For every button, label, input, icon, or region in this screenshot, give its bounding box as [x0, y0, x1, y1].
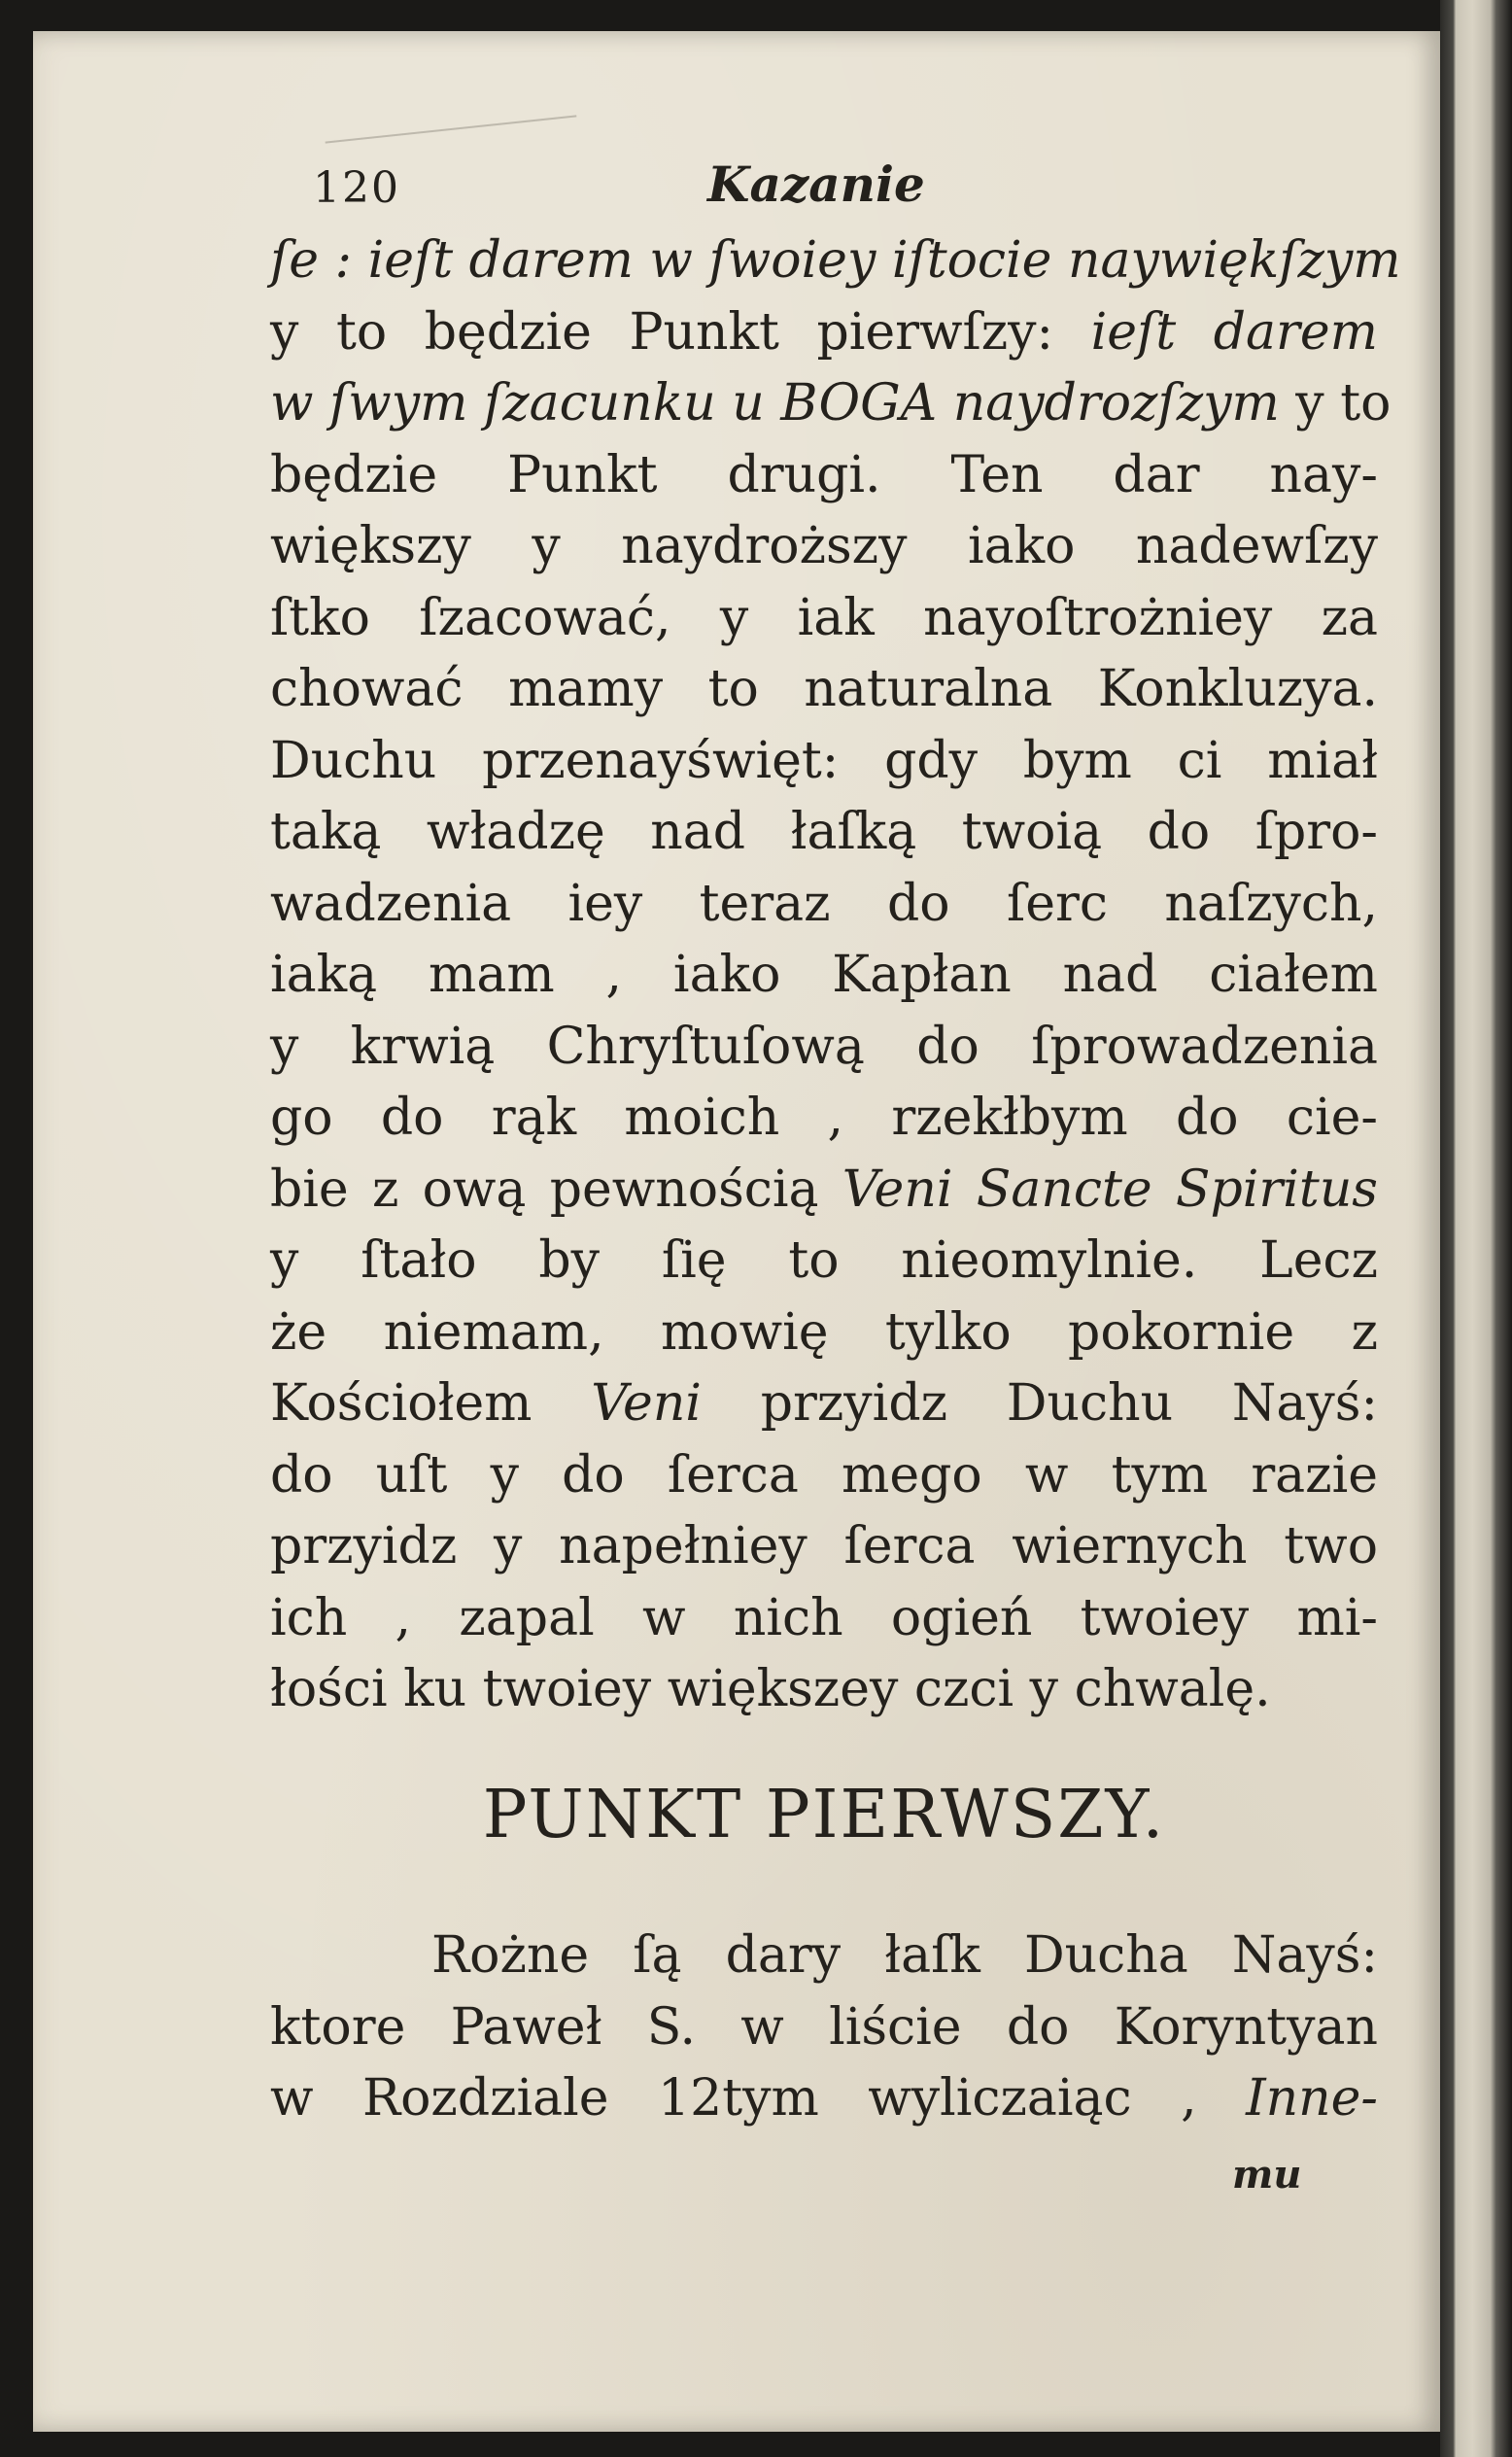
- text-line: [270, 511, 1378, 583]
- paper-fold-mark: [326, 115, 577, 143]
- text-line: [270, 726, 1378, 798]
- text-line: [270, 297, 1378, 369]
- text-run: do uſt y do ſerca mego w tym razie: [270, 1445, 1378, 1505]
- text-line: [270, 583, 1378, 655]
- text-line: [270, 1083, 1378, 1155]
- text-run: iaką mam , iako Kapłan nad ciałem: [270, 946, 1378, 1004]
- text-run: ktore Paweł S. w liście do Koryntyan: [270, 1997, 1378, 2057]
- page-gutter-edge: [1440, 0, 1512, 2457]
- text-run: chować mamy to naturalna Konkluzya.: [270, 660, 1378, 718]
- text-line: [270, 797, 1378, 869]
- text-run: y to: [1279, 374, 1392, 433]
- italic-text-run: ſe : ieſt darem w ſwoiey iſtocie naywiękſzym: [270, 231, 1401, 290]
- text-run: Kościołem: [270, 1374, 592, 1433]
- italic-text-run: Veni Sancte Spiritus: [842, 1159, 1378, 1219]
- text-line: [270, 869, 1378, 941]
- text-line: [270, 225, 1401, 297]
- text-line: [270, 1368, 1378, 1440]
- page-number: 120: [313, 163, 400, 213]
- italic-text-run: ieſt darem: [1090, 302, 1378, 362]
- text-run: Rożne ſą dary łaſk Ducha Nayś:: [431, 1926, 1378, 1985]
- text-line: [270, 654, 1378, 726]
- italic-text-run: Inne-: [1246, 2069, 1378, 2128]
- text-run: ich , zapal w nich ogień twoiey mi-: [270, 1588, 1378, 1647]
- text-line: [270, 440, 1378, 512]
- text-line: [270, 1440, 1378, 1512]
- text-run: y ſtało by ſię to nieomylnie. Lecz: [270, 1231, 1378, 1290]
- text-line: [270, 1921, 1378, 1992]
- text-line: [270, 1992, 1378, 2064]
- text-line: [270, 2063, 1378, 2135]
- paragraph-2: [270, 1921, 1378, 2135]
- paragraph-1: [270, 225, 1401, 1726]
- text-line: [270, 1583, 1378, 1655]
- text-run: że niemam, mowię tylko pokornie z: [270, 1302, 1378, 1362]
- text-run: w Rozdziale 12tym wyliczaiąc ,: [270, 2069, 1247, 2128]
- text-line: [270, 1511, 1378, 1583]
- running-title: Kazanie: [707, 156, 925, 213]
- text-run: przyidz y napełniey ſerca wiernych two: [270, 1517, 1378, 1575]
- text-run: ſtko ſzacować, y iak nayoſtrożniey za: [270, 588, 1378, 647]
- catchword: mu: [1232, 2152, 1302, 2197]
- italic-text-run: w ſwym ſzacunku u BOGA naydrozſzym: [270, 374, 1280, 433]
- text-run: łości ku twoiey większey czci y chwalę.: [270, 1660, 1271, 1718]
- text-run: wadzenia iey teraz do ſerc naſzych,: [270, 874, 1378, 933]
- text-line: [270, 368, 1392, 440]
- text-run: go do rąk moich , rzekłbym do cie-: [270, 1089, 1378, 1147]
- text-run: przyidz Duchu Nayś:: [701, 1374, 1378, 1433]
- text-run: będzie Punkt drugi. Ten dar nay-: [270, 445, 1378, 504]
- text-line: [270, 1226, 1378, 1298]
- text-run: y to będzie Punkt pierwſzy:: [270, 302, 1091, 362]
- text-line: [270, 1012, 1378, 1084]
- text-line: [270, 1155, 1378, 1227]
- text-run: większy y naydroższy iako nadewſzy: [270, 517, 1378, 575]
- text-run: y krwią Chryſtuſową do ſprowadzenia: [270, 1017, 1378, 1076]
- italic-text-run: Veni: [591, 1374, 702, 1433]
- text-run: Duchu przenayświęt: gdy bym ci miał: [270, 731, 1378, 790]
- section-heading: PUNKT PIERWSZY.: [482, 1777, 1166, 1853]
- text-line: [270, 1654, 1378, 1726]
- text-line: [270, 940, 1378, 1012]
- text-run: taką władzę nad łaſką twoią do ſpro-: [270, 803, 1378, 861]
- text-run: bie z ową pewnością: [270, 1159, 842, 1219]
- text-line: [270, 1298, 1378, 1369]
